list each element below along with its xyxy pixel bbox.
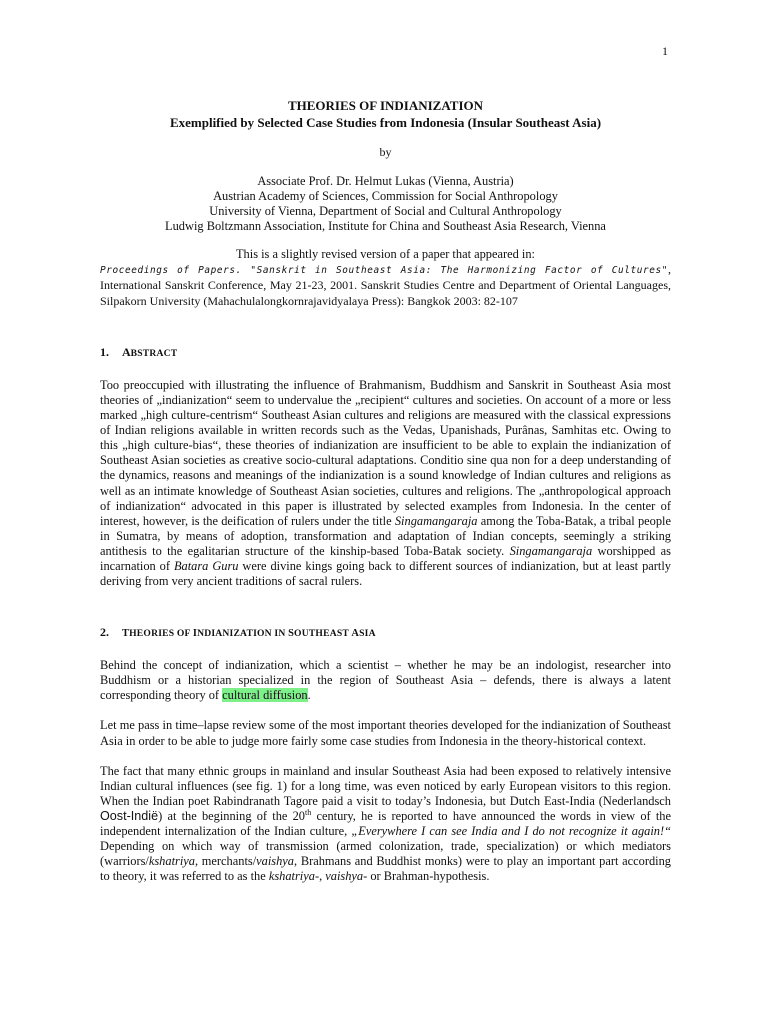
proceedings-details: , International Sanskrit Conference, May 21-23, 2001. Sanskrit Studies Centre and Department of Oriental Languages, Silpakorn University (Mahachulalongkornrajavidyalaya Press): Bangkok 2003: 82-107	[100, 262, 671, 308]
affiliation-line: University of Vienna, Department of Social and Cultural Anthropology	[209, 204, 562, 218]
body-paragraph: Behind the concept of indianization, which a scientist – whether he may be an indologist, researcher into Buddhism or a historian specialized in the region of Southeast Asia – defends, there is always a latent corresponding theory of cultural diffusion.	[100, 658, 671, 703]
page-number: 1	[662, 44, 668, 58]
section-heading-theories: 2. THEORIES OF INDIANIZATION IN SOUTHEAST ASIA	[100, 625, 376, 640]
paper-content	[100, 97, 671, 899]
author-block	[100, 174, 671, 234]
revised-note: This is a slightly revised version of a paper that appeared in:	[235, 247, 535, 261]
paper-subtitle: Exemplified by Selected Case Studies from Indonesia (Insular Southeast Asia)	[169, 115, 602, 130]
paper-title: THEORIES OF INDIANIZATION	[287, 98, 484, 113]
affiliation-line: Ludwig Boltzmann Association, Institute for China and Southeast Asia Research, Vienna	[165, 219, 606, 233]
proceedings-title: Proceedings of Papers. "Sanskrit in Southeast Asia: The Harmonizing Factor of Cultures"	[100, 265, 668, 276]
affiliation-line: Austrian Academy of Sciences, Commission for Social Anthropology	[213, 189, 558, 203]
section-heading-abstract: 1. ABSTRACT	[100, 344, 178, 359]
highlighted-text[interactable]: cultural diffusion	[222, 688, 308, 703]
abstract-paragraph: Too preoccupied with illustrating the influence of Brahmanism, Buddhism and Sanskrit in Southeast Asia most theories of „indianization“ seem to undervalue the „recipient“ cultures and societies. On account of a more or less marked „high culture-centrism“ Southeast Asian cultures and religions are measured with the classical expressions of Indian religions available in written records such as the Vedas, Upanishads, Purânas, Samhitas etc. Owing to this „high culture-bias“, these theories of indianization are insufficient to be able to explain the indianization of Southeast Asian societies as creative socio-cultural adaptations. Conditio sine qua non for a deep understanding of the dynamics, reasons and meanings of the indianization is a sound knowledge of Indian cultures and religions as well as an intimate knowledge of Southeast Asian societies, cultures and religions. The „anthropological approach of indianization“ advocated in this paper is illustrated by selected examples from Indonesia. In the center of interest, however, is the deification of rulers under the title Singamangaraja among the Toba-Batak, a tribal people in Sumatra, by means of adoption, transformation and adaptation of Indian concepts, seemingly a striking antithesis to the egalitarian structure of the kinship-based Toba-Batak society. Singamangaraja worshipped as incarnation of Batara Guru were divine kings going back to different sources of indianization, but at least partly deriving from very ancient traditions of sacral rulers.	[100, 377, 671, 589]
section-number: 1.	[100, 344, 109, 359]
body-paragraph: The fact that many ethnic groups in mainland and insular Southeast Asia had been exposed to relatively intensive Indian cultural influences (see fig. 1) for a long time, was even noticed by early European visitors to this region. When the Indian poet Rabindranath Tagore paid a visit to today’s Indonesia, but Dutch East-India (Nederlandsch Oost-Indië) at the beginning of the 20th century, he is reported to have announced the words in view of the independent internalization of the Indian culture, „Everywhere I can see India and I do not recognize it again!“ Depending on which way of transmission (armed colonization, trade, specialization) or which mediators (warriors/kshatriya, merchants/vaishya, Brahmans and Buddhist monks) were to play an important part according to theory, it was referred to as the kshatriya-, vaishya- or Brahman-hypothesis.	[100, 763, 671, 884]
body-paragraph: Let me pass in time–lapse review some of the most important theories developed for the indianization of Southeast Asia in order to be able to judge more fairly some case studies from Indonesia in the theory-historical context.	[100, 718, 671, 748]
author-name: Associate Prof. Dr. Helmut Lukas (Vienna, Austria)	[257, 174, 514, 188]
by-line: by	[379, 145, 392, 159]
proceedings-citation	[100, 262, 671, 309]
section-number: 2.	[100, 625, 109, 640]
